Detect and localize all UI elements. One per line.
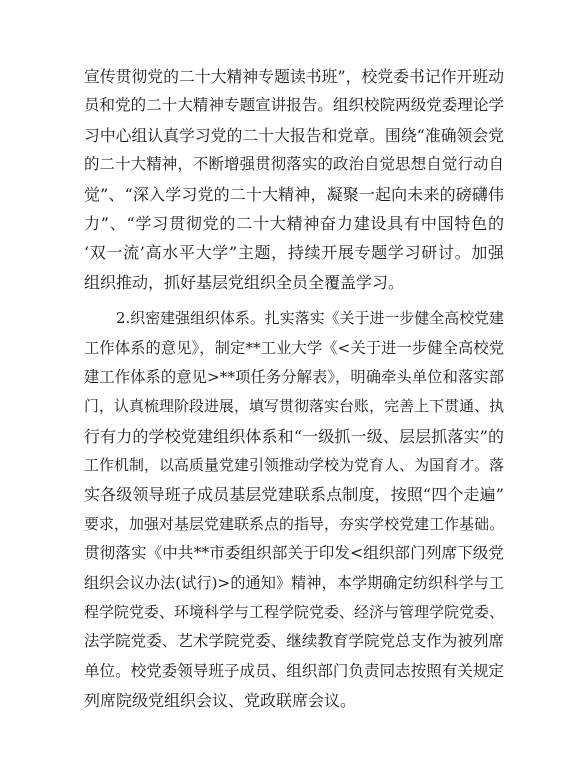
text-line: 实各级领导班子成员基层党建联系点制度，按照“四个走遍” <box>84 485 504 505</box>
text-line: 建工作体系的意见>**项任务分解表》，明确牵头单位和落实部 <box>84 367 504 386</box>
text-line: 法学院党委、艺术学院党委、继续教育学院党总支作为被列席 <box>84 632 504 651</box>
text-line: 习中心组认真学习党的二十大报告和党章。围绕“准确领会党 <box>84 125 504 145</box>
text-line: 单位。校党委领导班子成员、组织部门负责同志按照有关规定 <box>84 661 504 680</box>
text-line: 列席院级党组织会议、党政联席会议。 <box>84 691 357 711</box>
text-line: 2.织密建强组织体系。扎实落实《关于进一步健全高校党建 <box>116 309 504 328</box>
text-line: 要求，加强对基层党建联系点的指导，夯实学校党建工作基础。 <box>84 514 504 533</box>
text-line: ‘双一流’高水平大学”主题，持续开展专题学习研讨。加强 <box>84 243 504 263</box>
text-line: 贯彻落实《中共**市委组织部关于印发<组织部门列席下级党 <box>84 544 504 563</box>
text-line: 程学院党委、环境科学与工程学院党委、经济与管理学院党委、 <box>84 603 504 622</box>
text-line: 工作体系的意见》，制定**工业大学《<关于进一步健全高校党 <box>84 338 504 357</box>
text-line: 组织推动，抓好基层党组织全员全覆盖学习。 <box>84 272 405 292</box>
text-line: 组织会议办法(试行)>的通知》精神，本学期确定纺织科学与工 <box>84 573 504 592</box>
text-line: 的二十大精神，不断增强贯彻落实的政治自觉思想自觉行动自 <box>84 155 504 174</box>
text-line: 门，认真梳理阶段进展，填写贯彻落实台账，完善上下贯通、执 <box>84 397 504 416</box>
text-line: 觉”、“深入学习党的二十大精神，凝聚一起向未来的磅礴伟 <box>84 184 504 204</box>
paragraph-1 <box>84 62 504 297</box>
text-line: 宣传贯彻党的二十大精神专题读书班”，校党委书记作开班动 <box>84 67 504 86</box>
paragraph-2 <box>84 304 504 715</box>
text-line: 员和党的二十大精神专题宣讲报告。组织校院两级党委理论学 <box>84 96 504 115</box>
document-page <box>84 62 504 716</box>
text-line: 行有力的学校党建组织体系和“一级抓一级、层层抓落实”的 <box>84 426 504 446</box>
text-line: 工作机制，以高质量党建引领推动学校为党育人、为国育才。落 <box>84 456 504 475</box>
text-line: 力”、“学习贯彻党的二十大精神奋力建设具有中国特色的 <box>84 213 504 233</box>
